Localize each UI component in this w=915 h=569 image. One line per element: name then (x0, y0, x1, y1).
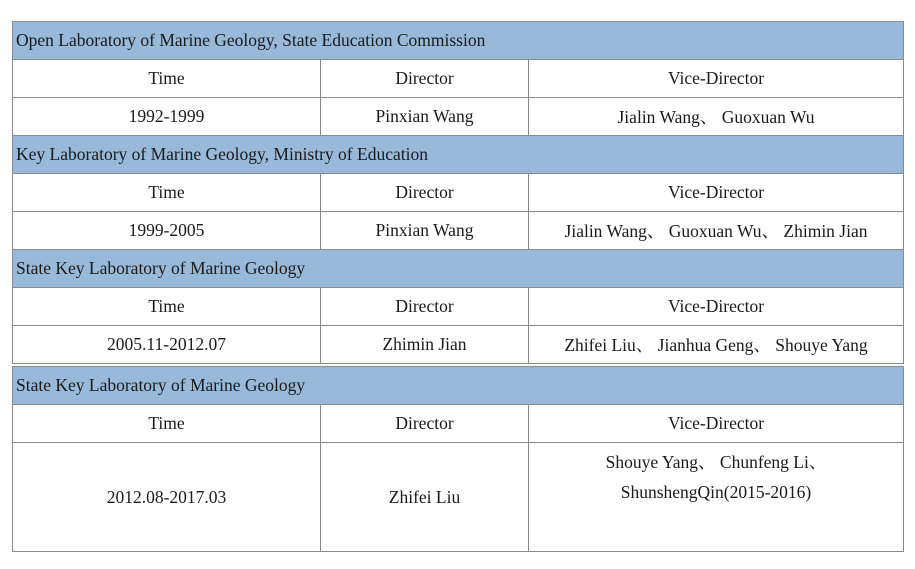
column-header-row (13, 288, 904, 326)
time-column-header: Time (13, 174, 321, 212)
director-cell: Zhimin Jian (321, 326, 529, 364)
table-row (13, 443, 904, 552)
director-cell: Pinxian Wang (321, 212, 529, 250)
section-header-row (13, 136, 904, 174)
director-column-header: Director (321, 288, 529, 326)
column-header-row (13, 60, 904, 98)
director-column-header: Director (321, 60, 529, 98)
time-cell: 1992-1999 (13, 98, 321, 136)
section-title: State Key Laboratory of Marine Geology (13, 367, 904, 405)
vice-director-column-header: Vice-Director (529, 405, 904, 443)
section-title: State Key Laboratory of Marine Geology (13, 250, 904, 288)
column-header-row (13, 174, 904, 212)
director-column-header: Director (321, 405, 529, 443)
section-header-row (13, 250, 904, 288)
director-cell: Pinxian Wang (321, 98, 529, 136)
section-header-row (13, 22, 904, 60)
time-cell: 1999-2005 (13, 212, 321, 250)
time-cell: 2012.08-2017.03 (13, 443, 321, 552)
vice-director-cell: Zhifei Liu、 Jianhua Geng、 Shouye Yang (529, 326, 904, 364)
director-history-table (12, 21, 903, 552)
table-row (13, 326, 904, 364)
director-column-header: Director (321, 174, 529, 212)
time-column-header: Time (13, 405, 321, 443)
section-title: Key Laboratory of Marine Geology, Ministry of Education (13, 136, 904, 174)
vice-director-cell (529, 443, 904, 552)
vice-director-line: ShunshengQin(2015-2016) (620, 482, 812, 502)
vice-director-column-header: Vice-Director (529, 60, 904, 98)
section-header-row (13, 367, 904, 405)
time-cell: 2005.11-2012.07 (13, 326, 321, 364)
time-column-header: Time (13, 288, 321, 326)
section-title: Open Laboratory of Marine Geology, State Education Commission (13, 22, 904, 60)
vice-director-column-header: Vice-Director (529, 288, 904, 326)
vice-director-column-header: Vice-Director (529, 174, 904, 212)
lab-table-continued (12, 366, 904, 552)
table-row (13, 98, 904, 136)
director-cell: Zhifei Liu (321, 443, 529, 552)
table-row (13, 212, 904, 250)
vice-director-cell: Jialin Wang、 Guoxuan Wu (529, 98, 904, 136)
vice-director-cell: Jialin Wang、 Guoxuan Wu、 Zhimin Jian (529, 212, 904, 250)
vice-director-line: Shouye Yang、 Chunfeng Li、 (605, 452, 827, 472)
column-header-row (13, 405, 904, 443)
time-column-header: Time (13, 60, 321, 98)
lab-table (12, 21, 904, 364)
